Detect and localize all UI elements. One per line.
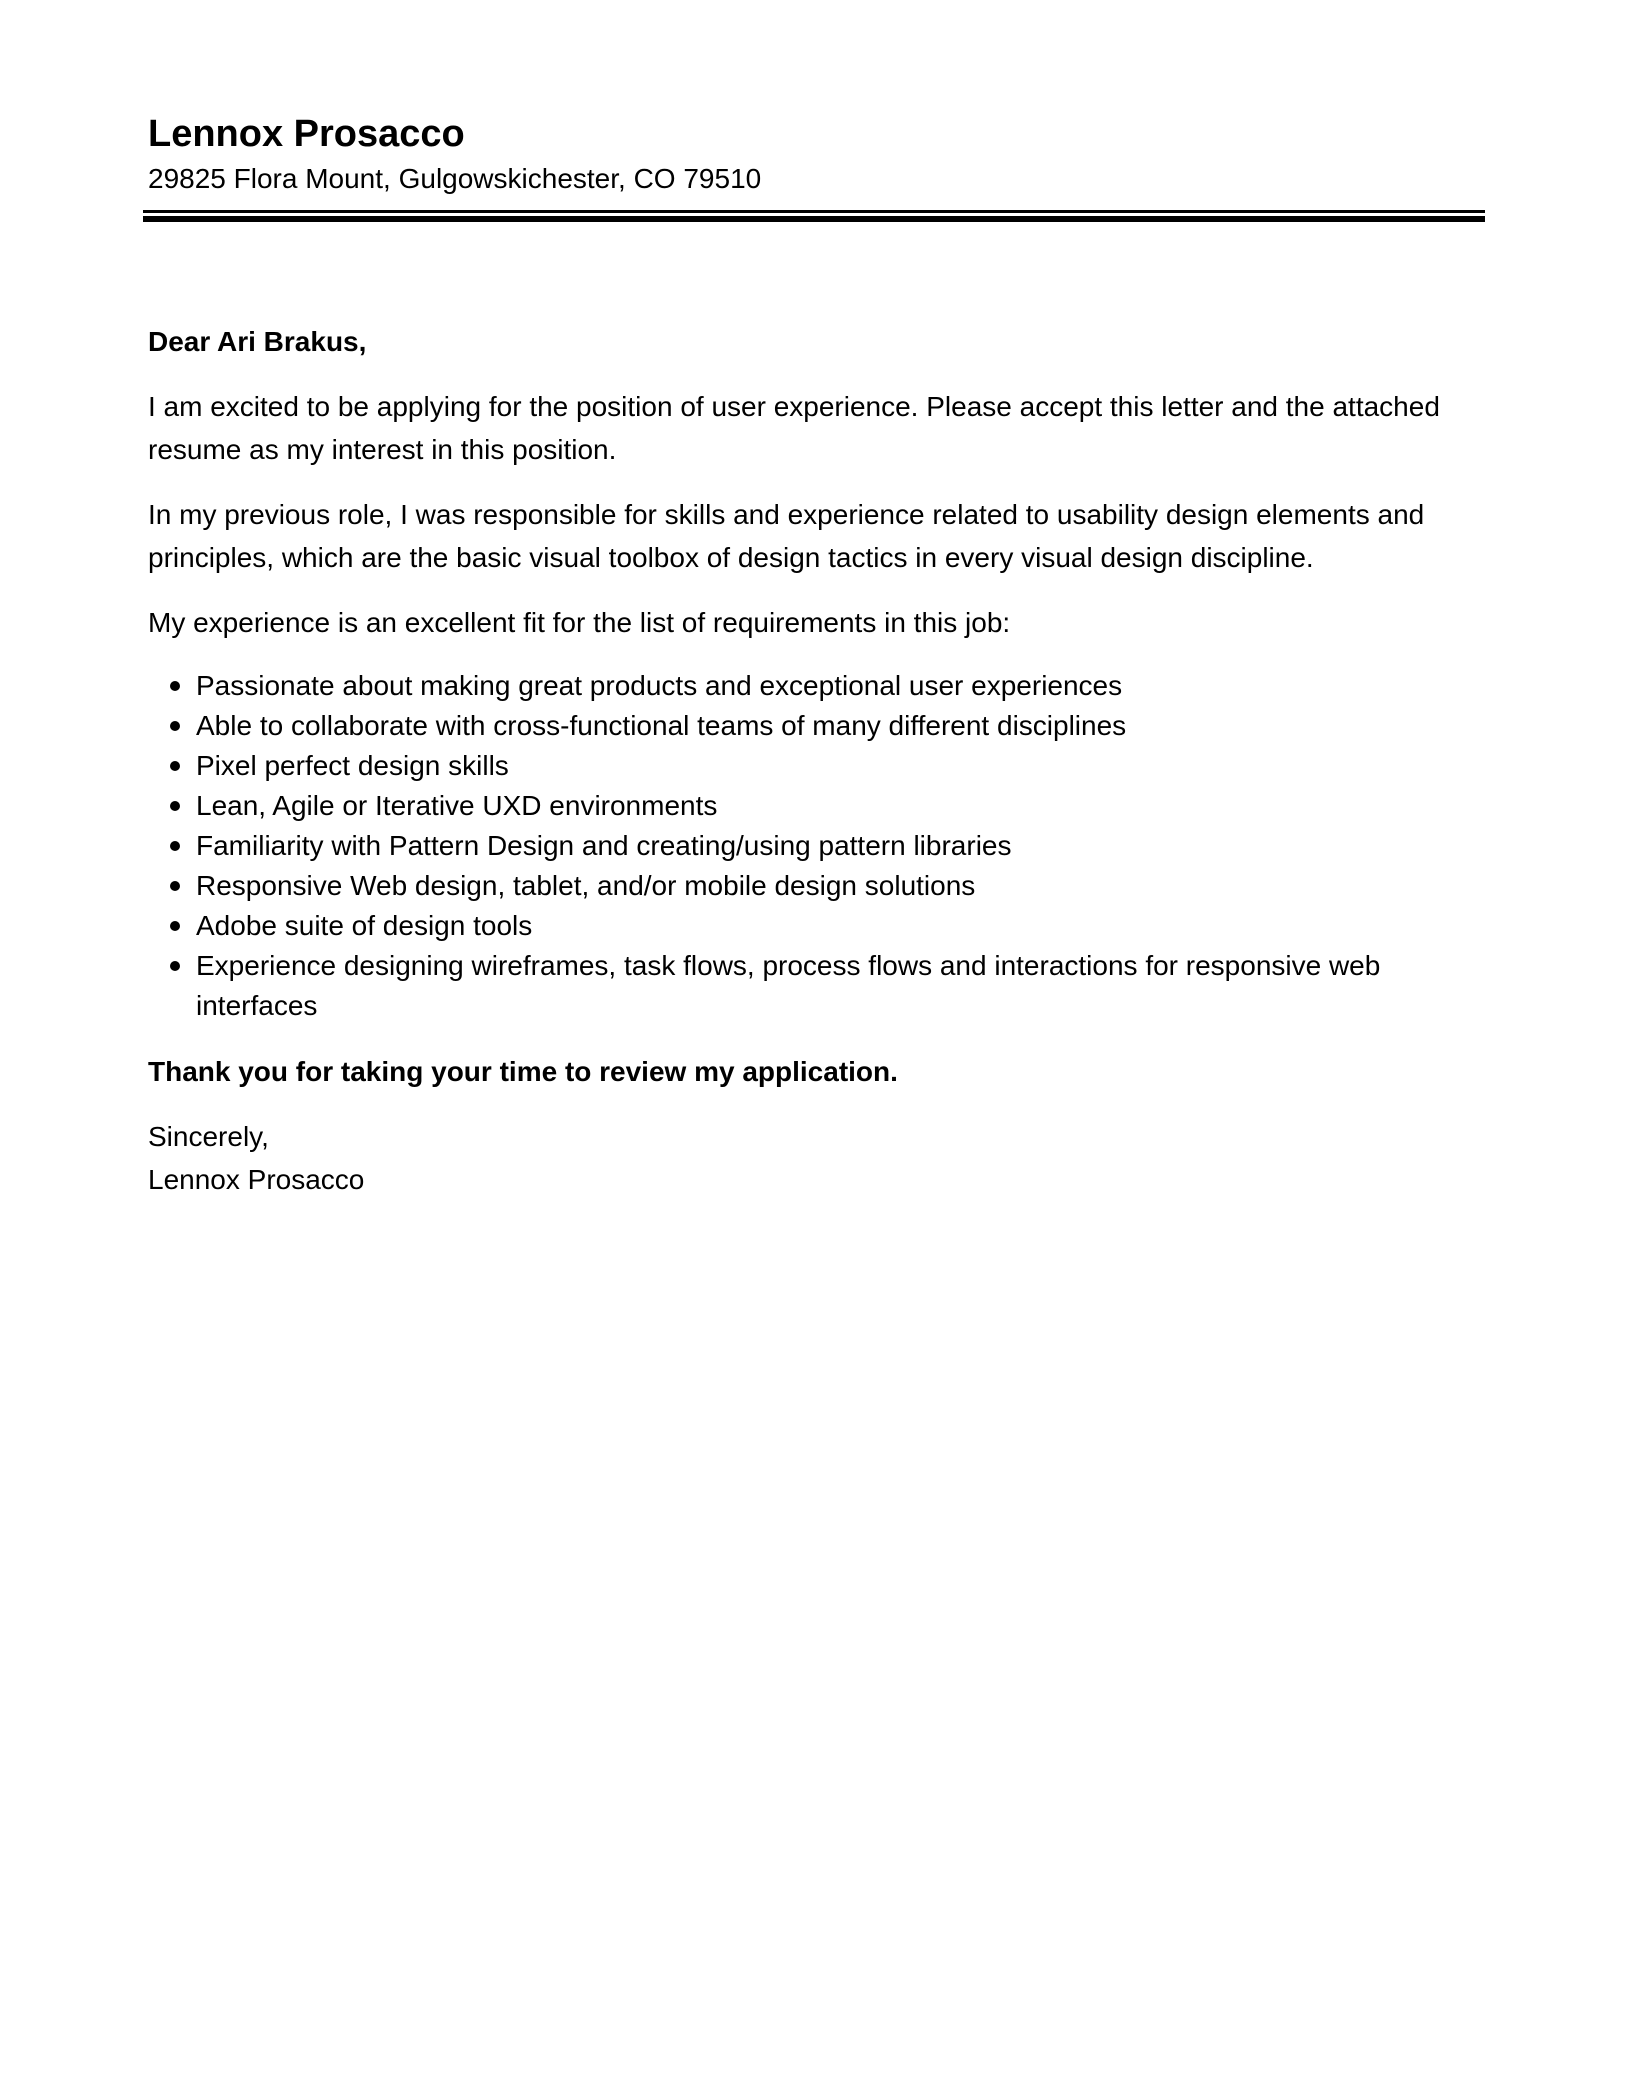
list-item — [148, 746, 1488, 786]
list-item — [148, 946, 1488, 1026]
bullet-icon — [170, 761, 180, 771]
list-item — [148, 666, 1488, 706]
bullet-icon — [170, 801, 180, 811]
list-item — [148, 826, 1488, 866]
bullet-icon — [170, 681, 180, 691]
bullet-icon — [170, 841, 180, 851]
sender-address: 29825 Flora Mount, Gulgowskichester, CO 79510 — [148, 163, 762, 194]
list-item-text: Pixel perfect design skills — [196, 750, 509, 781]
signoff: Sincerely, — [148, 1121, 269, 1152]
bullet-icon — [170, 961, 180, 971]
list-item-text: Responsive Web design, tablet, and/or mobile design solutions — [196, 870, 976, 901]
header-divider-thick — [143, 216, 1485, 222]
requirements-list — [148, 666, 1488, 1026]
sender-name: Lennox Prosacco — [148, 113, 465, 155]
list-item-text: Adobe suite of design tools — [196, 910, 533, 941]
list-item — [148, 706, 1488, 746]
closing-statement: Thank you for taking your time to review my application. — [148, 1056, 898, 1087]
list-item — [148, 906, 1488, 946]
list-item-text: Passionate about making great products and exceptional user experiences — [196, 670, 1123, 701]
salutation: Dear Ari Brakus, — [148, 326, 367, 357]
intro-paragraph: I am excited to be applying for the position of user experience. Please accept this letter and the attached resume as my interest in this position. — [148, 391, 1440, 465]
signature-name: Lennox Prosacco — [148, 1164, 365, 1195]
bullet-icon — [170, 881, 180, 891]
list-item-text: Able to collaborate with cross-functional teams of many different disciplines — [196, 710, 1127, 741]
list-item — [148, 786, 1488, 826]
letter-body — [148, 320, 1488, 1201]
letterhead — [148, 110, 1484, 198]
list-item — [148, 866, 1488, 906]
experience-paragraph: In my previous role, I was responsible for skills and experience related to usability design elements and principles, which are the basic visual toolbox of design tactics in every visual design discipline. — [148, 499, 1425, 573]
list-item-text: Lean, Agile or Iterative UXD environments — [196, 790, 718, 821]
requirements-intro: My experience is an excellent fit for the list of requirements in this job: — [148, 607, 1011, 638]
bullet-icon — [170, 721, 180, 731]
bullet-icon — [170, 921, 180, 931]
list-item-text: Familiarity with Pattern Design and creating/using pattern libraries — [196, 830, 1012, 861]
list-item-text: Experience designing wireframes, task flows, process flows and interactions for responsive web interfaces — [196, 950, 1381, 1021]
header-divider-thin — [143, 210, 1485, 213]
